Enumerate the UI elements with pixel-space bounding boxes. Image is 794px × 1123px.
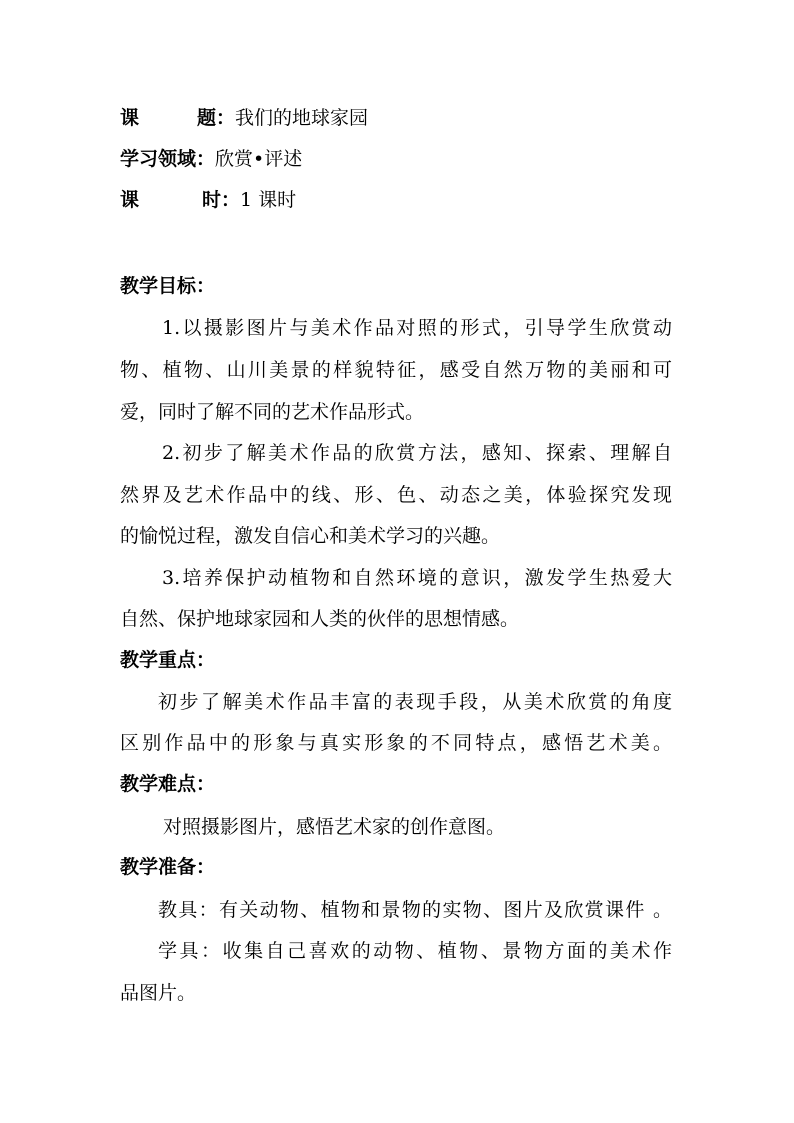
difficulties-heading: 教学难点： xyxy=(120,773,216,795)
objectives-line-6: 的愉悦过程，激发自信心和美术学习的兴趣。 xyxy=(120,525,501,547)
objectives-line-3: 爱，同时了解不同的艺术作品形式。 xyxy=(120,401,425,423)
objectives-line-8: 自然、保护地球家园和人类的伙伴的思想情感。 xyxy=(120,608,520,630)
lesson-hours-row xyxy=(120,186,680,214)
key-points-line-1: 初步了解美术作品丰富的表现手段，从美术欣赏的角度 xyxy=(158,691,672,713)
key-points-line-2: 区别作品中的形象与真实形象的不同特点，感悟艺术美。 xyxy=(120,732,672,754)
lesson-hours-value: 1 课时 xyxy=(240,189,297,211)
preparation-heading: 教学准备： xyxy=(120,856,216,878)
learning-domain-row xyxy=(120,145,680,173)
objectives-line-2: 物、植物、山川美景的样貌特征，感受自然万物的美丽和可 xyxy=(120,359,672,381)
objectives-line-4: 2.初步了解美术作品的欣赏方法，感知、探索、理解自 xyxy=(162,442,672,464)
lesson-hours-label-part2: 时： xyxy=(202,189,241,211)
preparation-line-2: 学具：收集自己喜欢的动物、植物、景物方面的美术作 xyxy=(158,940,672,962)
objectives-line-1: 1.以摄影图片与美术作品对照的形式，引导学生欣赏动 xyxy=(162,317,672,339)
objectives-line-5: 然界及艺术作品中的线、形、色、动态之美，体验探究发现 xyxy=(120,484,672,506)
lesson-topic-label-part2: 题： xyxy=(197,107,236,129)
difficulties-line-1: 对照摄影图片，感悟艺术家的创作意图。 xyxy=(163,816,506,838)
objectives-heading: 教学目标： xyxy=(120,275,216,297)
learning-domain-label: 学习领域： xyxy=(120,148,216,170)
objectives-line-7: 3.培养保护动植物和自然环境的意识，激发学生热爱大 xyxy=(162,567,672,589)
lesson-hours-label-part1: 课 xyxy=(120,189,140,211)
preparation-line-1: 教具：有关动物、植物和景物的实物、图片及欣赏课件 。 xyxy=(158,899,672,921)
preparation-line-3: 品图片。 xyxy=(120,982,197,1004)
lesson-topic-label-part1: 课 xyxy=(120,107,140,129)
learning-domain-value: 欣赏•评述 xyxy=(215,148,303,170)
key-points-heading: 教学重点： xyxy=(120,649,216,671)
lesson-topic-row xyxy=(120,104,680,132)
lesson-topic-value: 我们的地球家园 xyxy=(235,107,369,129)
